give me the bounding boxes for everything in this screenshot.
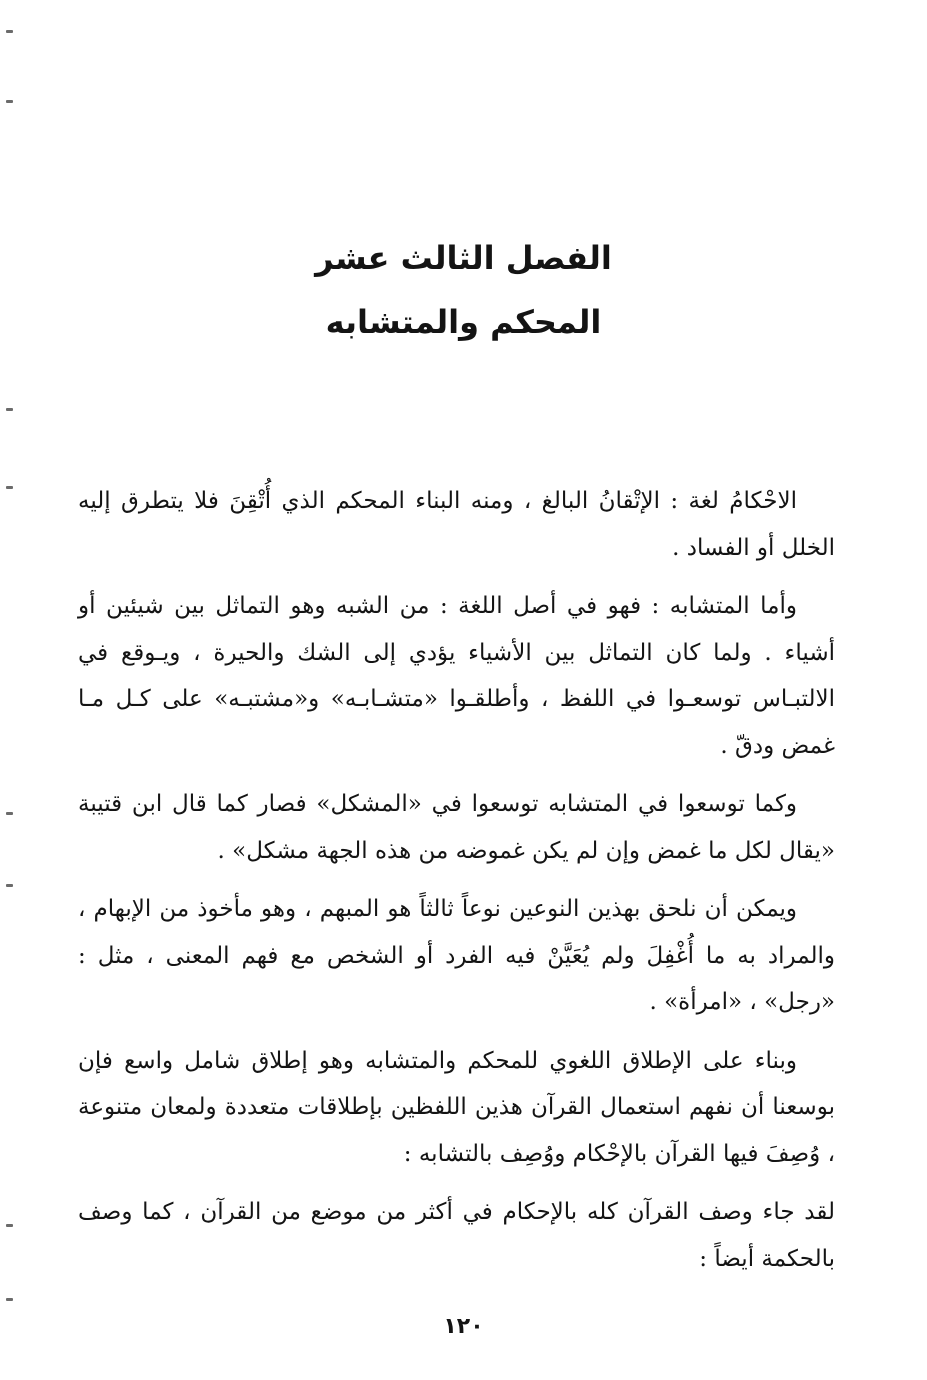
paragraph-quran-usage: وبناء على الإطلاق اللغوي للمحكم والمتشابه وهو إطلاق شامل واسع فإن بوسعنا أن نفهم استعمال القرآن هذين اللفظين بإطلاقات متعددة ولمعان متنوعة ، وُصِفَ فيها القرآن بالإحْكام ووُصِف بالتشابه : [78,1047,835,1167]
scan-margin-mark [6,30,13,33]
body-text [78,478,835,1294]
page-number: ١٢٠ [443,1314,484,1339]
scan-margin-mark [6,486,13,489]
scan-margin-mark [6,884,13,887]
paragraph-mushkil: وكما توسعوا في المتشابه توسعوا في «المشكل» فصار كما قال ابن قتيبة «يقال لكل ما غمض وإن لم يكن غموضه من هذه الجهة مشكل» . [78,791,835,864]
scan-margin-mark [6,812,13,815]
chapter-subtitle: المحكم والمتشابه [325,303,602,341]
chapter-title: الفصل الثالث عشر [315,239,612,277]
paragraph-definition-muhkam: الاحْكامُ لغة : الإتْقانُ البالغ ، ومنه البناء المحكم الذي أُتْقِنَ فلا يتطرق إليه الخلل أو الفساد . [78,488,835,561]
paragraph-mubham: ويمكن أن نلحق بهذين النوعين نوعاً ثالثاً هو المبهم ، وهو مأخوذ من الإبهام ، والمراد به ما أُغْفِلَ ولم يُعَيَّنْ فيه الفرد أو الشخص مع فهم المعنى ، مثل : «رجل» ، «امرأة» . [78,896,835,1015]
scan-margin-mark [6,1224,13,1227]
scan-margin-mark [6,1298,13,1301]
paragraph-quran-ihkam: لقد جاء وصف القرآن كله بالإحكام في أكثر من موضع من القرآن ، كما وصف بالحكمة أيضاً : [78,1199,835,1272]
scan-margin-mark [6,408,13,411]
scan-margin-mark [6,100,13,103]
paragraph-definition-mutashabih: وأما المتشابه : فهو في أصل اللغة : من الشبه وهو التماثل بين شيئين أو أشياء . ولما كان التماثل بين الأشياء يؤدي إلى الشك والحيرة ، ويـوقع في الالتبـاس توسعـوا في اللفظ ، وأطلقـوا «متشـابـه» و«مشتبـه» على كـل مـا غمض ودقّ . [78,593,835,759]
